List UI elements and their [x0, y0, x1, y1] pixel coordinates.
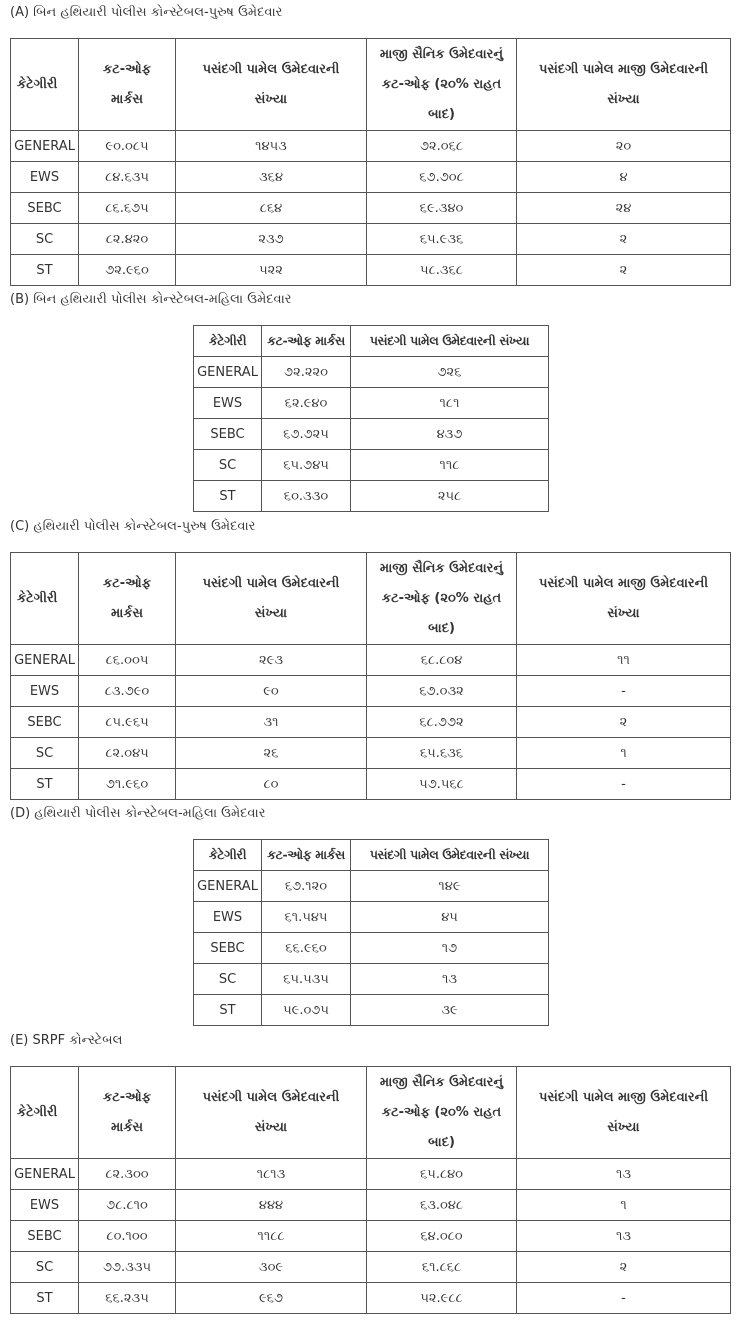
value-cell: ૮૦	[176, 769, 367, 800]
value-cell: ૨૩૭	[176, 224, 367, 255]
column-header: કેટેગીરી	[194, 326, 262, 357]
column-header: કેટેગીરી	[194, 840, 262, 871]
table-row	[194, 481, 549, 512]
column-header: કટ-ઓફ માર્કસ	[79, 39, 176, 131]
table-row	[194, 419, 549, 450]
category-cell: SC	[11, 1252, 79, 1283]
category-cell: GENERAL	[11, 131, 79, 162]
value-cell: ૧૪૯	[351, 871, 549, 902]
value-cell: ૫૮.૩૬૮	[367, 255, 517, 286]
value-cell: ૮૨.૩૦૦	[79, 1159, 176, 1190]
value-cell: ૬૧.૮૬૮	[367, 1252, 517, 1283]
table-row	[194, 995, 549, 1026]
value-cell: ૪૪૪	[176, 1190, 367, 1221]
value-cell: -	[517, 676, 731, 707]
category-cell: ST	[11, 1283, 79, 1314]
value-cell: ૬૭.૦૩૨	[367, 676, 517, 707]
category-cell: EWS	[11, 1190, 79, 1221]
section-a-title: (A) બિન હથિયારી પોલીસ કોન્સ્ટેબલ-પુરુષ ઉમેદવાર	[10, 5, 283, 20]
value-cell: ૮૬૪	[176, 193, 367, 224]
section-b-table	[193, 325, 549, 512]
value-cell: ૧	[517, 1190, 731, 1221]
column-header: પસંદગી પામેલ માજી ઉમેદવારની સંખ્યા	[517, 1067, 731, 1159]
column-header: કટ-ઓફ માર્કસ	[262, 840, 351, 871]
value-cell: ૫૨.૯૮૮	[367, 1283, 517, 1314]
category-cell: SC	[194, 450, 262, 481]
value-cell: ૮૨.૪૨૦	[79, 224, 176, 255]
value-cell: ૩૦૯	[176, 1252, 367, 1283]
column-header: કટ-ઓફ માર્કસ	[79, 1067, 176, 1159]
value-cell: ૬૪.૦૮૦	[367, 1221, 517, 1252]
column-header: કેટેગીરી	[11, 553, 79, 645]
section-d-title: (D) હથિયારી પોલીસ કોન્સ્ટેબલ-મહિલા ઉમેદવાર	[10, 806, 266, 821]
category-cell: EWS	[11, 676, 79, 707]
value-cell: ૬૫.૮૪૦	[367, 1159, 517, 1190]
value-cell: ૫૭.૫૬૮	[367, 769, 517, 800]
value-cell: ૨	[517, 224, 731, 255]
value-cell: ૨	[517, 707, 731, 738]
column-header: પસંદગી પામેલ ઉમેદવારની સંખ્યા	[176, 39, 367, 131]
category-cell: EWS	[194, 902, 262, 933]
category-cell: SEBC	[11, 193, 79, 224]
value-cell: ૬૮.૭૭૨	[367, 707, 517, 738]
category-cell: GENERAL	[194, 871, 262, 902]
value-cell: ૭૨.૨૨૦	[262, 357, 351, 388]
value-cell: ૬૨.૯૪૦	[262, 388, 351, 419]
table-row	[11, 224, 731, 255]
value-cell: ૫૯.૦૭૫	[262, 995, 351, 1026]
section-e-table	[10, 1066, 731, 1314]
table-row	[11, 1283, 731, 1314]
category-cell: ST	[194, 481, 262, 512]
value-cell: ૧	[517, 738, 731, 769]
value-cell: ૬૯.૩૪૦	[367, 193, 517, 224]
value-cell: ૭૭.૩૩૫	[79, 1252, 176, 1283]
table-row	[11, 738, 731, 769]
table-row	[11, 131, 731, 162]
value-cell: ૯૦	[176, 676, 367, 707]
value-cell: ૪	[517, 162, 731, 193]
value-cell: ૪૫	[351, 902, 549, 933]
section-a-table	[10, 38, 731, 286]
column-header: માજી સૈનિક ઉમેદવારનું કટ-ઓફ (૨૦% રાહત બાદ)	[367, 553, 517, 645]
section-e-title: (E) SRPF કોન્સ્ટેબલ	[10, 1033, 123, 1048]
category-cell: SEBC	[11, 707, 79, 738]
value-cell: ૨૫૮	[351, 481, 549, 512]
value-cell: ૭૮.૮૧૦	[79, 1190, 176, 1221]
value-cell: ૬૩.૦૪૮	[367, 1190, 517, 1221]
section-c-table	[10, 552, 731, 800]
category-cell: SC	[11, 738, 79, 769]
section-b-title: (B) બિન હથિયારી પોલીસ કોન્સ્ટેબલ-મહિલા ઉમેદવાર	[10, 292, 292, 307]
column-header: કટ-ઓફ માર્કસ	[262, 326, 351, 357]
table-header-row	[11, 1067, 731, 1159]
table-row	[11, 1190, 731, 1221]
table-row	[11, 707, 731, 738]
column-header: પસંદગી પામેલ માજી ઉમેદવારની સંખ્યા	[517, 553, 731, 645]
value-cell: ૬૫.૬૩૬	[367, 738, 517, 769]
value-cell: ૨૯૩	[176, 645, 367, 676]
table-row	[11, 1221, 731, 1252]
value-cell: ૩૬૪	[176, 162, 367, 193]
table-row	[11, 676, 731, 707]
value-cell: ૬૭.૭૦૮	[367, 162, 517, 193]
value-cell: ૩૯	[351, 995, 549, 1026]
column-header: પસંદગી પામેલ ઉમેદવારની સંખ્યા	[351, 326, 549, 357]
value-cell: ૬૧.૫૪૫	[262, 902, 351, 933]
value-cell: ૧૭	[351, 933, 549, 964]
table-row	[11, 162, 731, 193]
value-cell: ૨૦	[517, 131, 731, 162]
value-cell: ૨	[517, 1252, 731, 1283]
value-cell: -	[517, 769, 731, 800]
value-cell: ૨૬	[176, 738, 367, 769]
table-row	[194, 902, 549, 933]
column-header: કેટેગીરી	[11, 39, 79, 131]
value-cell: ૭૧.૯૬૦	[79, 769, 176, 800]
category-cell: GENERAL	[194, 357, 262, 388]
value-cell: ૬૮.૮૦૪	[367, 645, 517, 676]
value-cell: ૧૪૫૩	[176, 131, 367, 162]
category-cell: SEBC	[11, 1221, 79, 1252]
value-cell: ૮૪.૬૩૫	[79, 162, 176, 193]
column-header: માજી સૈનિક ઉમેદવારનું કટ-ઓફ (૨૦% રાહત બાદ)	[367, 39, 517, 131]
section-c-title: (C) હથિયારી પોલીસ કોન્સ્ટેબલ-પુરુષ ઉમેદવાર	[10, 519, 256, 534]
value-cell: ૬૫.૯૩૬	[367, 224, 517, 255]
category-cell: ST	[11, 769, 79, 800]
category-cell: GENERAL	[11, 645, 79, 676]
value-cell: ૪૩૭	[351, 419, 549, 450]
column-header: કેટેગીરી	[11, 1067, 79, 1159]
value-cell: ૭૨.૯૬૦	[79, 255, 176, 286]
column-header: પસંદગી પામેલ ઉમેદવારની સંખ્યા	[176, 1067, 367, 1159]
value-cell: ૨	[517, 255, 731, 286]
category-cell: EWS	[194, 388, 262, 419]
value-cell: ૧૮૧૩	[176, 1159, 367, 1190]
value-cell: ૬૬.૯૬૦	[262, 933, 351, 964]
value-cell: ૧૮૧	[351, 388, 549, 419]
value-cell: ૮૬.૬૭૫	[79, 193, 176, 224]
table-row	[11, 255, 731, 286]
column-header: કટ-ઓફ માર્કસ	[79, 553, 176, 645]
table-row	[194, 933, 549, 964]
table-header-row	[11, 39, 731, 131]
column-header: પસંદગી પામેલ ઉમેદવારની સંખ્યા	[176, 553, 367, 645]
value-cell: ૩૧	[176, 707, 367, 738]
value-cell: ૧૧૮	[351, 450, 549, 481]
value-cell: ૮૬.૦૦૫	[79, 645, 176, 676]
table-row	[194, 964, 549, 995]
value-cell: ૬૫.૫૩૫	[262, 964, 351, 995]
table-row	[11, 769, 731, 800]
table-row	[194, 450, 549, 481]
value-cell: ૯૬૭	[176, 1283, 367, 1314]
value-cell: ૬૭.૧૨૦	[262, 871, 351, 902]
value-cell: ૬૬.૨૩૫	[79, 1283, 176, 1314]
table-header-row	[194, 326, 549, 357]
value-cell: ૮૨.૦૪૫	[79, 738, 176, 769]
value-cell: ૫૨૨	[176, 255, 367, 286]
table-header-row	[11, 553, 731, 645]
table-row	[11, 193, 731, 224]
value-cell: ૧૩	[351, 964, 549, 995]
value-cell: ૬૭.૭૨૫	[262, 419, 351, 450]
column-header: માજી સૈનિક ઉમેદવારનું કટ-ઓફ (૨૦% રાહત બાદ)	[367, 1067, 517, 1159]
value-cell: ૧૧	[517, 645, 731, 676]
category-cell: SEBC	[194, 933, 262, 964]
value-cell: ૨૪	[517, 193, 731, 224]
column-header: પસંદગી પામેલ ઉમેદવારની સંખ્યા	[351, 840, 549, 871]
value-cell: ૮૩.૭૯૦	[79, 676, 176, 707]
table-row	[194, 388, 549, 419]
value-cell: ૬૦.૩૩૦	[262, 481, 351, 512]
category-cell: ST	[11, 255, 79, 286]
table-row	[194, 871, 549, 902]
value-cell: ૮૫.૯૬૫	[79, 707, 176, 738]
value-cell: ૭૨.૦૬૮	[367, 131, 517, 162]
value-cell: ૧૩	[517, 1221, 731, 1252]
category-cell: EWS	[11, 162, 79, 193]
value-cell: ૯૦.૦૮૫	[79, 131, 176, 162]
value-cell: ૮૦.૧૦૦	[79, 1221, 176, 1252]
category-cell: GENERAL	[11, 1159, 79, 1190]
value-cell: ૭૨૬	[351, 357, 549, 388]
table-row	[194, 357, 549, 388]
column-header: પસંદગી પામેલ માજી ઉમેદવારની સંખ્યા	[517, 39, 731, 131]
category-cell: SEBC	[194, 419, 262, 450]
table-row	[11, 1252, 731, 1283]
table-row	[11, 645, 731, 676]
value-cell: ૧૩	[517, 1159, 731, 1190]
value-cell: ૬૫.૭૪૫	[262, 450, 351, 481]
value-cell: ૧૧૮૮	[176, 1221, 367, 1252]
value-cell: -	[517, 1283, 731, 1314]
section-d-table	[193, 839, 549, 1026]
category-cell: SC	[194, 964, 262, 995]
category-cell: SC	[11, 224, 79, 255]
category-cell: ST	[194, 995, 262, 1026]
table-header-row	[194, 840, 549, 871]
table-row	[11, 1159, 731, 1190]
